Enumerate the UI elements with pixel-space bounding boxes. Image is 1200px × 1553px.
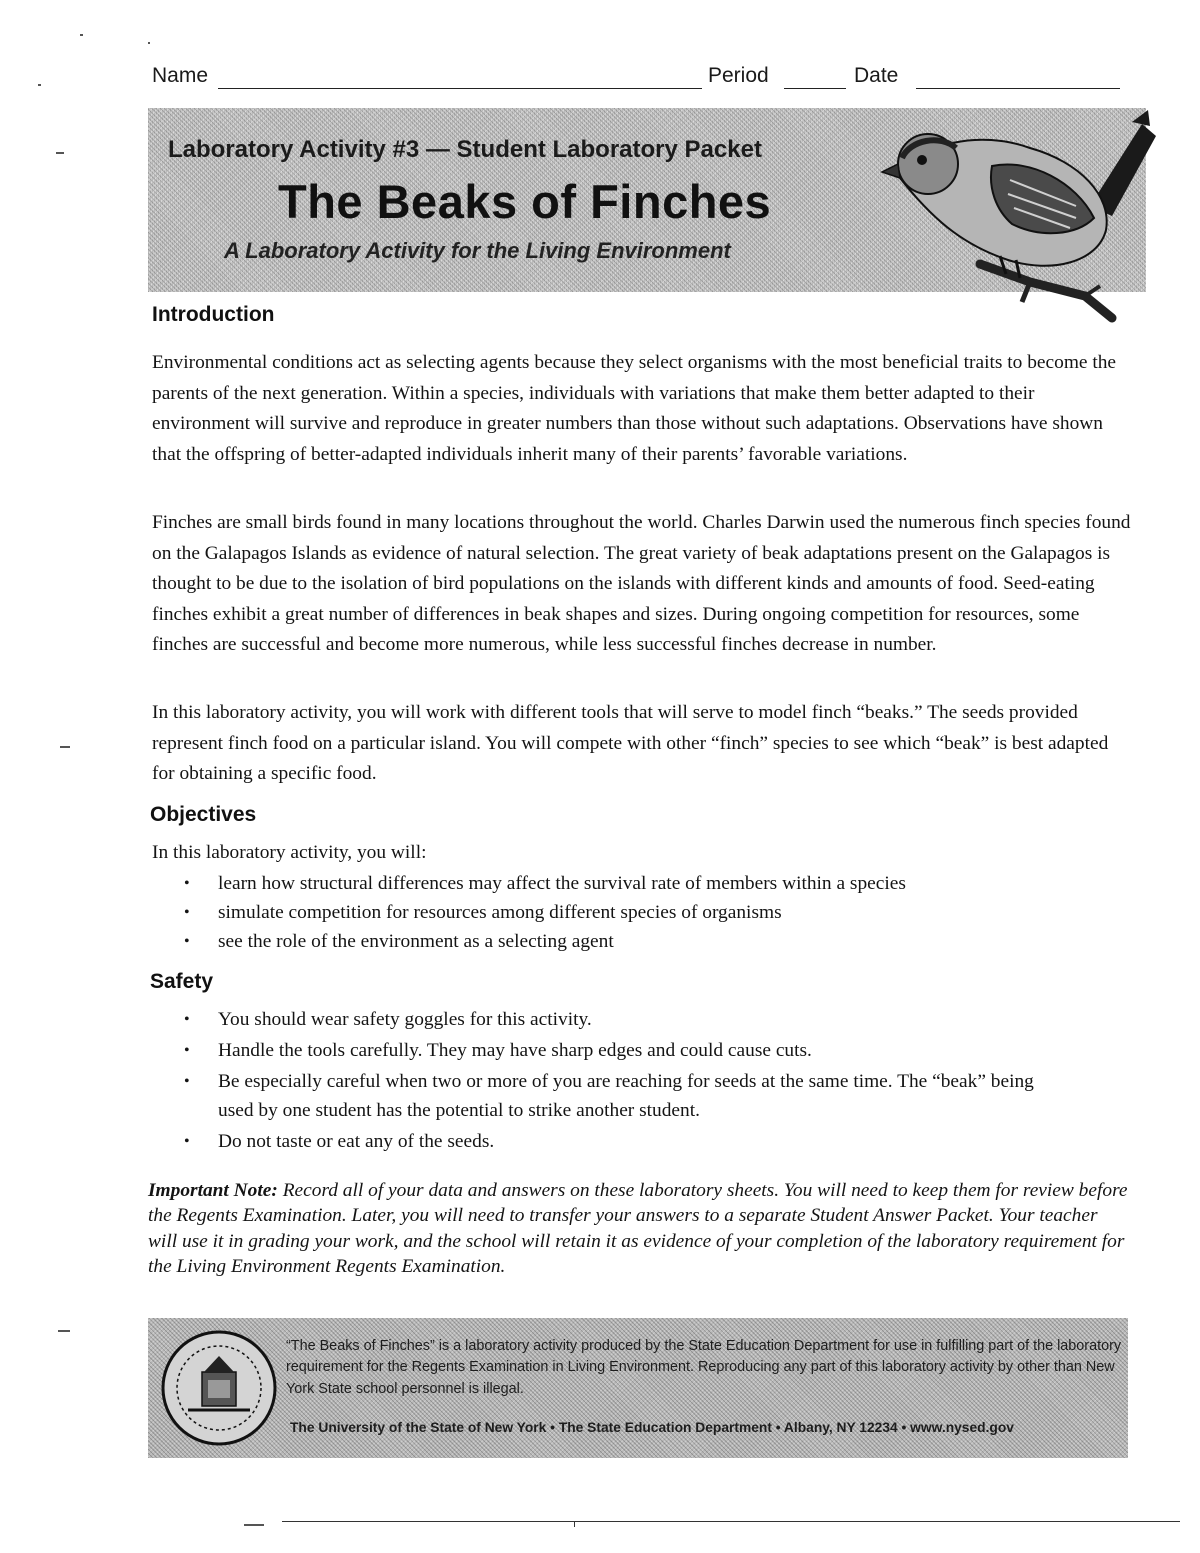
objectives-heading: Objectives xyxy=(150,803,257,826)
objective-item: • simulate competition for resources among different species of organisms xyxy=(184,898,1084,927)
safety-item: • You should wear safety goggles for this activity. xyxy=(184,1005,1064,1034)
finch-illustration-icon xyxy=(880,96,1160,328)
introduction-paragraph-1: Environmental conditions act as selecting agents because they select organisms with the most beneficial traits to become the parents of the next generation. Within a species, individuals with variations that make them better adapted to their environment will survive and reproduce in greater numbers than those without such adaptations. Observations have shown that the offspring of better-adapted individuals inherit many of their parents’ favorable variations. xyxy=(152,352,1117,465)
important-note-label: Important Note: xyxy=(148,1180,278,1201)
bottom-rule xyxy=(282,1521,1180,1522)
objective-item: • learn how structural differences may affect the survival rate of members within a species xyxy=(184,869,1084,898)
page-subtitle: A Laboratory Activity for the Living Environment xyxy=(224,238,731,263)
scan-speck xyxy=(80,34,83,36)
scan-speck xyxy=(58,1330,70,1332)
objectives-lead: In this laboratory activity, you will: xyxy=(152,842,427,863)
state-seal-icon xyxy=(158,1326,280,1450)
safety-list xyxy=(184,1005,1064,1158)
scan-speck xyxy=(56,152,64,154)
introduction-heading: Introduction xyxy=(152,303,275,326)
bottom-rule-tick xyxy=(574,1521,575,1527)
safety-heading: Safety xyxy=(150,970,214,993)
period-field[interactable] xyxy=(784,88,846,89)
important-note-text: Record all of your data and answers on these laboratory sheets. You will need to keep them for review before the Regents Examination. Later, you will need to transfer your answers to a separate Student Answer Packet. Your teacher will use it in grading your work, and the school will retain it as evidence of your completion of the laboratory requirement for the Living Environment Regents Examination. xyxy=(148,1180,1128,1278)
activity-kicker: Laboratory Activity #3 — Student Laboratory Packet xyxy=(168,136,762,163)
footer-contact: The University of the State of New York • The State Education Department • Albany, NY 12234 • www.nysed.gov xyxy=(290,1420,1014,1435)
objectives-list xyxy=(184,869,1084,956)
page-title: The Beaks of Finches xyxy=(278,175,772,228)
date-field[interactable] xyxy=(916,88,1120,89)
name-field[interactable] xyxy=(218,88,702,89)
date-label: Date xyxy=(854,64,899,87)
introduction-paragraph-2: Finches are small birds found in many locations throughout the world. Charles Darwin used the numerous finch species found on the Galapagos Islands as evidence of natural selection. The great variety of beak adaptations present on the Galapagos is thought to be due to the isolation of bird populations on the islands with different kinds and amounts of food. Seed-eating finches exhibit a great number of differences in beak shapes and sizes. During ongoing competition for resources, some finches are successful and become more numerous, while less successful finches decrease in number. xyxy=(152,512,1131,656)
scan-speck xyxy=(244,1524,264,1526)
safety-item: • Handle the tools carefully. They may have sharp edges and could cause cuts. xyxy=(184,1036,1064,1065)
safety-item: • Be especially careful when two or more of you are reaching for seeds at the same time. The “beak” being used by one student has the potential to strike another student. xyxy=(184,1067,1064,1125)
important-note xyxy=(148,1178,1128,1280)
student-info-row xyxy=(152,64,1120,94)
scan-speck xyxy=(60,746,70,748)
footer-statement: “The Beaks of Finches” is a laboratory activity produced by the State Education Department for use in fulfilling part of the laboratory requirement for the Regents Examination in Living Environment. Reproducing any part of this laboratory activity by other than New York State school personnel is illegal. xyxy=(286,1338,1122,1397)
safety-item: • Do not taste or eat any of the seeds. xyxy=(184,1127,1064,1156)
scan-speck xyxy=(148,42,150,44)
scan-speck xyxy=(38,84,41,86)
period-label: Period xyxy=(708,64,769,87)
objective-item: • see the role of the environment as a selecting agent xyxy=(184,927,1084,956)
introduction-paragraph-3: In this laboratory activity, you will work with different tools that will serve to model finch “beaks.” The seeds provided represent finch food on a particular island. You will compete with other “finch” species to see which “beak” is best adapted for obtaining a specific food. xyxy=(152,702,1109,785)
name-label: Name xyxy=(152,64,209,87)
